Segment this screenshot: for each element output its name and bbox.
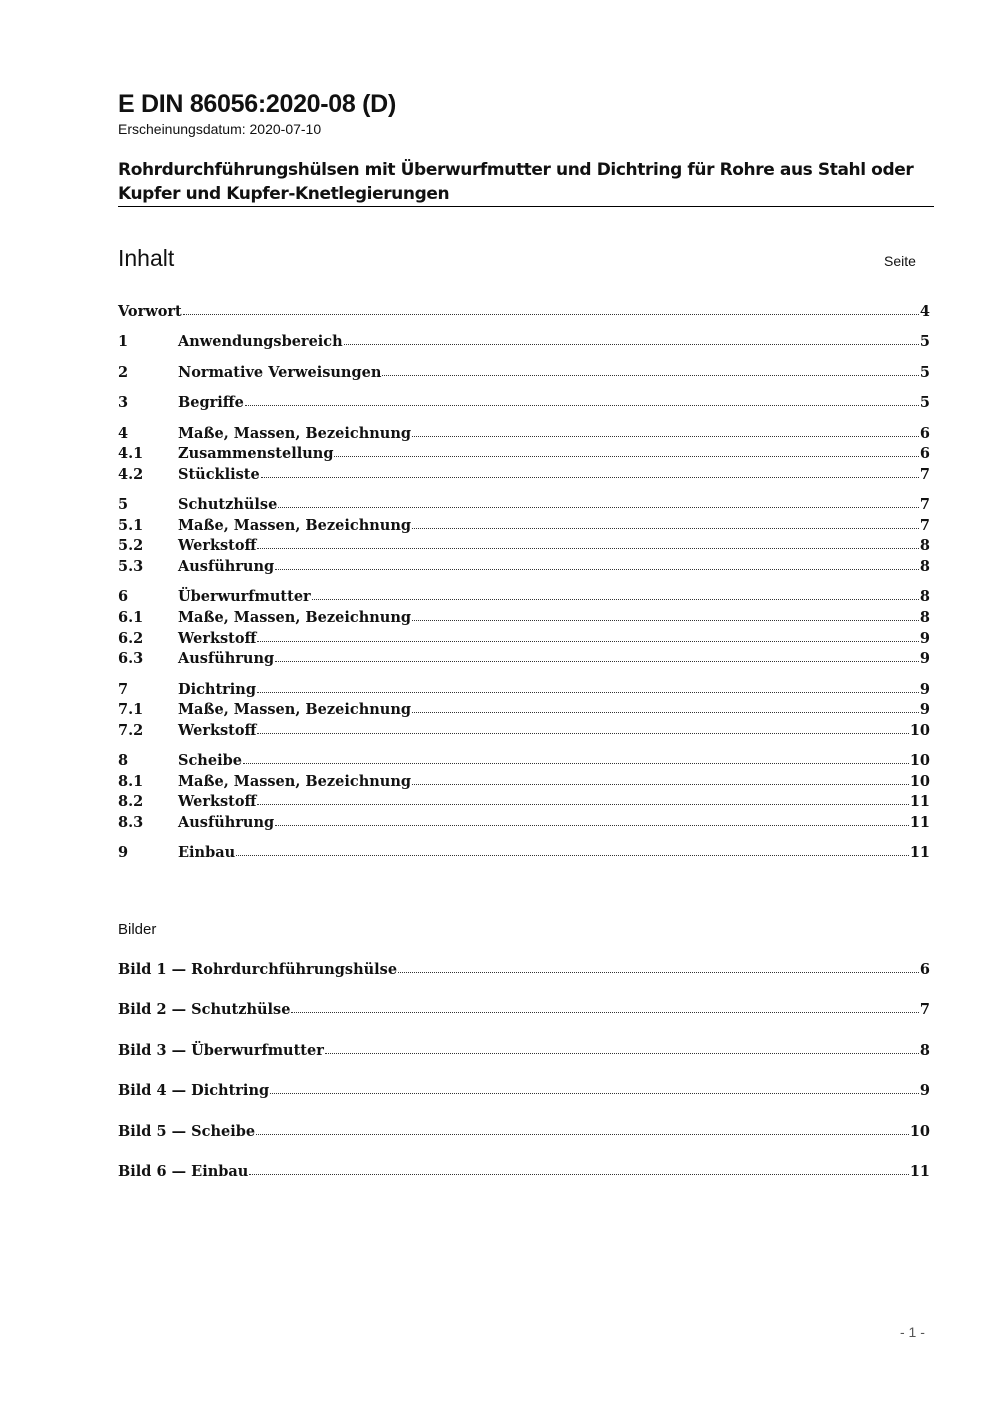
toc-entry-number: 8.3: [118, 814, 144, 831]
page-column-label: Seite: [884, 253, 916, 269]
toc-entry[interactable]: [118, 425, 930, 445]
toc-entry-page: 7: [919, 517, 930, 534]
toc-entry-number: 7.1: [118, 701, 144, 718]
toc-entry-number: 5: [118, 496, 129, 513]
dot-leader: [249, 1173, 908, 1175]
figure-entry-label: Bild 5 — Scheibe: [118, 1123, 256, 1140]
dot-leader: [183, 313, 919, 315]
figure-entry-page: 8: [919, 1042, 930, 1059]
toc-entry-page: 8: [919, 558, 930, 575]
dot-leader: [275, 568, 919, 570]
toc-entry-label: Begriffe: [178, 394, 244, 411]
toc-entry-label: Normative Verweisungen: [178, 364, 382, 381]
dot-leader: [325, 1052, 919, 1054]
toc-entry-label: Ausführung: [178, 558, 275, 575]
toc-entry[interactable]: [118, 701, 930, 721]
toc-heading: Inhalt: [118, 245, 175, 271]
toc-entry-label: Maße, Massen, Bezeichnung: [178, 701, 412, 718]
toc-entry-number: 4.1: [118, 445, 144, 462]
figure-entry[interactable]: [118, 1123, 930, 1143]
dot-leader: [344, 343, 919, 345]
toc-entry[interactable]: [118, 333, 930, 353]
toc-entry-label: Scheibe: [178, 752, 242, 769]
figure-entry-page: 7: [919, 1001, 930, 1018]
figure-entry-label: Bild 1 — Rohrdurchführungshülse: [118, 961, 398, 978]
toc-entry-number: 2: [118, 364, 129, 381]
toc-entry-page: 11: [909, 793, 930, 810]
toc-entry-number: 7: [118, 681, 129, 698]
toc-entry-page: 7: [919, 496, 930, 513]
dot-leader: [412, 619, 919, 621]
dot-leader: [412, 527, 919, 529]
toc-entry-label: Anwendungsbereich: [178, 333, 343, 350]
toc-entry-label: Vorwort: [118, 303, 182, 320]
dot-leader: [257, 732, 908, 734]
document-id: E DIN 86056:2020-08 (D): [118, 90, 396, 118]
toc-entry-label: Maße, Massen, Bezeichnung: [178, 517, 412, 534]
toc-entry-number: 6.2: [118, 630, 144, 647]
toc-entry-number: 1: [118, 333, 129, 350]
toc-entry-number: 6.3: [118, 650, 144, 667]
dot-leader: [257, 547, 918, 549]
toc-entry-number: 9: [118, 844, 129, 861]
dot-leader: [275, 824, 909, 826]
dot-leader: [257, 640, 918, 642]
toc-entry-page: 11: [909, 814, 930, 831]
dot-leader: [256, 1133, 909, 1135]
toc-entry-page: 5: [919, 333, 930, 350]
toc-entry-label: Werkstoff: [178, 630, 257, 647]
toc-entry-page: 8: [919, 609, 930, 626]
document-title: Rohrdurchführungshülsen mit Überwurfmutter und Dichtring für Rohre aus Stahl oder Kupfer und Kupfer-Knetlegierungen: [118, 160, 914, 204]
dot-leader: [412, 435, 919, 437]
toc-entry[interactable]: [118, 844, 930, 864]
figure-entry-label: Bild 4 — Dichtring: [118, 1082, 270, 1099]
toc-entry-number: 3: [118, 394, 129, 411]
figure-entry-page: 11: [909, 1163, 930, 1180]
dot-leader: [257, 691, 919, 693]
toc-entry-page: 5: [919, 394, 930, 411]
toc-entry-number: 5.3: [118, 558, 144, 575]
toc-entry-page: 6: [919, 445, 930, 462]
dot-leader: [412, 711, 919, 713]
toc-entry-page: 10: [909, 773, 930, 790]
figure-entry[interactable]: [118, 961, 930, 981]
toc-entry-label: Werkstoff: [178, 793, 257, 810]
toc-entry-label: Ausführung: [178, 650, 275, 667]
toc-entry-number: 8: [118, 752, 129, 769]
toc-entry-label: Überwurfmutter: [178, 588, 311, 605]
toc-entry-number: 7.2: [118, 722, 144, 739]
figure-entry[interactable]: [118, 1042, 930, 1062]
toc-entry-label: Maße, Massen, Bezeichnung: [178, 425, 412, 442]
figure-entry[interactable]: [118, 1001, 930, 1021]
toc-entry-page: 7: [919, 466, 930, 483]
dot-leader: [412, 783, 909, 785]
toc-entry-label: Maße, Massen, Bezeichnung: [178, 773, 412, 790]
toc-entry[interactable]: [118, 650, 930, 670]
dot-leader: [270, 1092, 919, 1094]
dot-leader: [236, 854, 909, 856]
toc-entry-page: 9: [919, 681, 930, 698]
toc-entry-page: 9: [919, 650, 930, 667]
dot-leader: [382, 374, 919, 376]
toc-entry-page: 10: [909, 752, 930, 769]
toc-entry-label: Maße, Massen, Bezeichnung: [178, 609, 412, 626]
toc-entry[interactable]: [118, 793, 930, 813]
toc-entry-label: Ausführung: [178, 814, 275, 831]
toc-entry[interactable]: [118, 364, 930, 384]
toc-entry[interactable]: [118, 517, 930, 537]
dot-leader: [243, 762, 909, 764]
figure-entry-page: 6: [919, 961, 930, 978]
toc-entry[interactable]: [118, 558, 930, 578]
toc-entry-page: 4: [919, 303, 930, 320]
figure-entry[interactable]: [118, 1082, 930, 1102]
toc-entry-label: Werkstoff: [178, 537, 257, 554]
toc-entry-label: Werkstoff: [178, 722, 257, 739]
toc-entry-number: 4: [118, 425, 129, 442]
toc-entry-page: 9: [919, 630, 930, 647]
toc-entry[interactable]: [118, 814, 930, 834]
toc-entry-label: Stückliste: [178, 466, 260, 483]
toc-entry-number: 8.1: [118, 773, 144, 790]
toc-entry-page: 5: [919, 364, 930, 381]
figures-heading: Bilder: [118, 921, 157, 938]
dot-leader: [291, 1011, 918, 1013]
toc-entry[interactable]: [118, 445, 930, 465]
toc-entry[interactable]: [118, 722, 930, 742]
figure-entry-label: Bild 2 — Schutzhülse: [118, 1001, 291, 1018]
dot-leader: [245, 404, 919, 406]
dot-leader: [398, 971, 919, 973]
dot-leader: [334, 455, 918, 457]
figure-entry[interactable]: [118, 1163, 930, 1183]
toc-entry[interactable]: [118, 537, 930, 557]
toc-entry-label: Einbau: [178, 844, 236, 861]
toc-entry[interactable]: [118, 630, 930, 650]
toc-entry-label: Dichtring: [178, 681, 256, 698]
figure-entry-label: Bild 3 — Überwurfmutter: [118, 1042, 324, 1059]
toc-entry-page: 8: [919, 537, 930, 554]
toc-entry-label: Schutzhülse: [178, 496, 278, 513]
toc-entry[interactable]: [118, 394, 930, 414]
toc-entry-number: 5.2: [118, 537, 144, 554]
toc-entry-page: 10: [909, 722, 930, 739]
dot-leader: [261, 476, 919, 478]
toc-entry[interactable]: [118, 773, 930, 793]
dot-leader: [275, 660, 919, 662]
toc-entry-number: 6: [118, 588, 129, 605]
dot-leader: [312, 598, 919, 600]
toc-entry[interactable]: [118, 496, 930, 516]
toc-entry-number: 5.1: [118, 517, 144, 534]
toc-entry-page: 9: [919, 701, 930, 718]
toc-entry[interactable]: [118, 752, 930, 772]
toc-entry-page: 11: [909, 844, 930, 861]
title-divider: [118, 206, 934, 207]
toc-entry[interactable]: [118, 588, 930, 608]
toc-entry-number: 4.2: [118, 466, 144, 483]
dot-leader: [278, 506, 919, 508]
toc-entry-number: 8.2: [118, 793, 144, 810]
toc-entry-page: 8: [919, 588, 930, 605]
toc-entry-vorwort[interactable]: [118, 303, 930, 323]
dot-leader: [257, 803, 908, 805]
toc-entry[interactable]: [118, 609, 930, 629]
toc-entry-page: 6: [919, 425, 930, 442]
toc-entry-label: Zusammenstellung: [178, 445, 334, 462]
toc-entry-number: 6.1: [118, 609, 144, 626]
toc-entry[interactable]: [118, 681, 930, 701]
publication-date: Erscheinungsdatum: 2020-07-10: [118, 121, 322, 137]
figure-entry-page: 9: [919, 1082, 930, 1099]
toc-entry[interactable]: [118, 466, 930, 486]
footer-page-number: - 1 -: [900, 1324, 925, 1340]
figure-entry-label: Bild 6 — Einbau: [118, 1163, 249, 1180]
figure-entry-page: 10: [909, 1123, 930, 1140]
